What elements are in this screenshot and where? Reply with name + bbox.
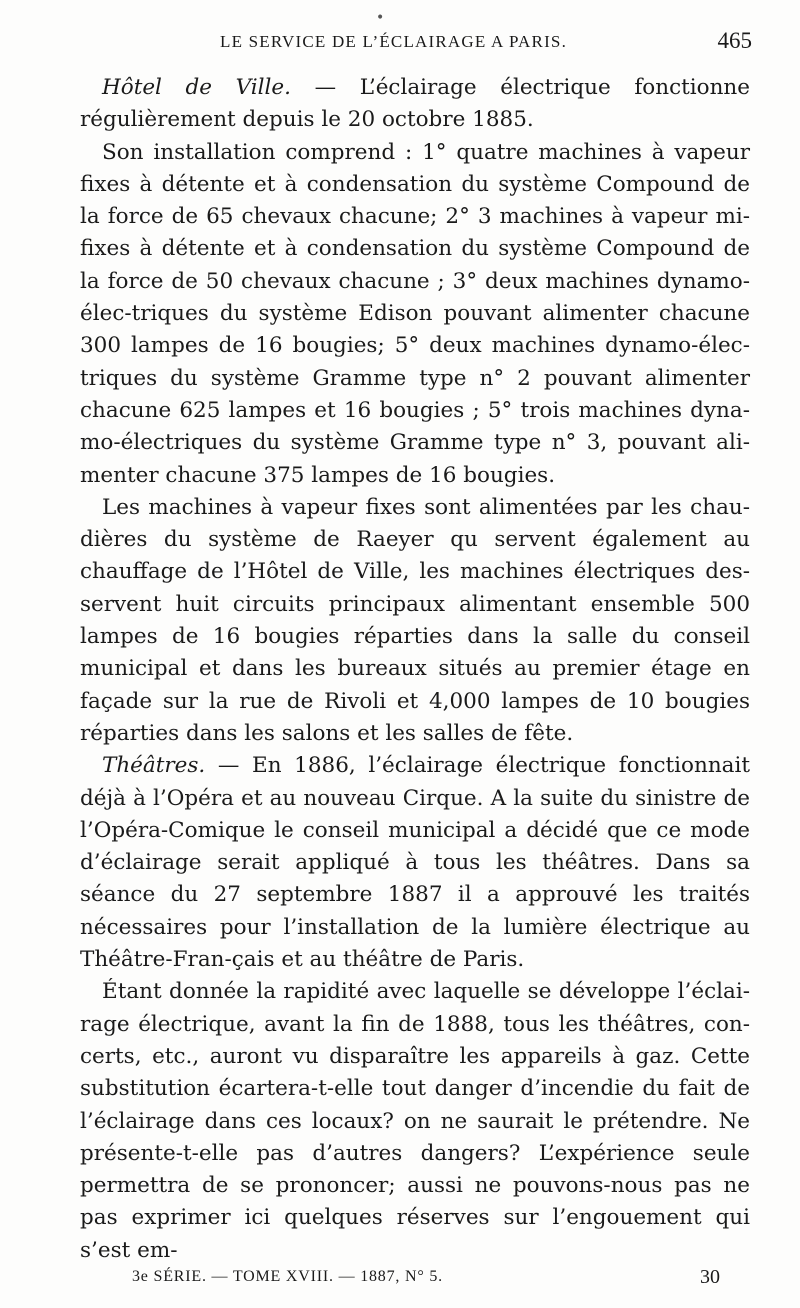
paragraph	[80, 492, 750, 750]
paragraph	[80, 750, 750, 976]
paragraph-text: Les machines à vapeur fixes sont alimentées par les chau-dières du système de Raeyer qu servent également au chauffage de l’Hôtel de Ville, les machines électriques des-servent huit circuits principaux alimentant ensemble 500 lampes de 16 bougies réparties dans la salle du conseil municipal et dans les bureaux situés au premier étage en façade sur la rue de Rivoli et 4,000 lampes de 10 bougies réparties dans les salons et les salles de fête.	[80, 494, 750, 746]
print-mark: •	[376, 10, 385, 26]
printer-signature: 3e SÉRIE. — TOME XVIII. — 1887, N° 5.	[132, 1268, 443, 1285]
paragraph-text: Son installation comprend : 1° quatre machines à vapeur fixes à détente et à condensation du système Compound de la force de 65 chevaux chacune; 2° 3 machines à vapeur mi-fixes à détente et à condensation du système Compound de la force de 50 chevaux chacune ; 3° deux machines dynamo-élec-triques du système Edison pouvant alimenter chacune 300 lampes de 16 bougies; 5° deux machines dynamo-élec-triques du système Gramme type n° 2 pouvant alimenter chacune 625 lampes et 16 bougies ; 5° trois machines dyna-mo-électriques du système Gramme type n° 3, pouvant ali-menter chacune 375 lampes de 16 bougies.	[80, 139, 750, 488]
body-text	[80, 72, 750, 1267]
running-title: LE SERVICE DE L’ÉCLAIRAGE A PARIS.	[220, 32, 568, 51]
paragraph-text: Étant donnée la rapidité avec laquelle se développe l’éclai-rage électrique, avant la fin de 1888, tous les théâtres, con-certs, etc., auront vu disparaître les appareils à gaz. Cette substitution écartera-t-elle tout danger d’incendie du fait de l’éclairage dans ces locaux? on ne saurait le prétendre. Ne présente-t-elle pas d’autres dangers? L’expérience seule permettra de se prononcer; aussi ne pouvons-nous pas ne pas exprimer ici quelques réserves sur l’engouement qui s’est em-	[80, 979, 750, 1263]
paragraph-lead: Hôtel de Ville.	[102, 75, 291, 100]
page-number: 465	[717, 28, 752, 53]
paragraph-lead: Théâtres.	[102, 753, 206, 779]
sheet-number: 30	[700, 1266, 720, 1288]
paragraph	[80, 976, 750, 1267]
paragraph	[80, 72, 750, 137]
page-header	[80, 28, 752, 62]
page-footer	[132, 1268, 720, 1298]
paragraph	[80, 137, 750, 492]
paragraph-text: — En 1886, l’éclairage électrique fonctionnait déjà à l’Opéra et au nouveau Cirque. A la suite du sinistre de l’Opéra-Comique le conseil municipal a décidé que ce mode d’éclairage serait appliqué à tous les théâtres. Dans sa séance du 27 septembre 1887 il a approuvé les traités nécessaires pour l’installation de la lumière électrique au Théâtre-Fran-çais et au théâtre de Paris.	[80, 753, 750, 973]
paragraph-text: — L’éclairage électrique fonctionne régulièrement depuis le 20 octobre 1885.	[80, 75, 750, 133]
